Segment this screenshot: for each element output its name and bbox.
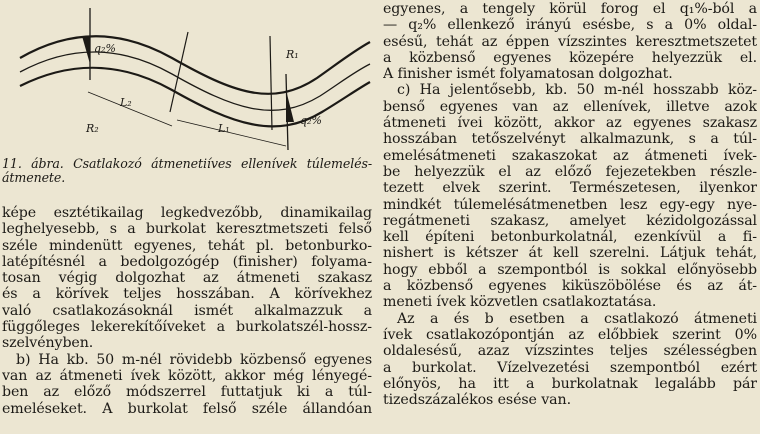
text-line: nishert is kétszer át kell szerelni. Látjuk tehát,	[383, 245, 757, 262]
text-line: van az átmeneti ívek között, akkor még lényegé-	[2, 367, 372, 384]
text-line: a közbenső egyenes kiküszöbölése és az át-	[383, 278, 757, 295]
text-line: A finisher ismét folyamatosan dolgozhat.	[383, 66, 673, 83]
text-line: a burkolat. Vízelvezetési szempontból ezért	[383, 359, 757, 376]
label-r2: R₂	[86, 122, 99, 135]
figure-caption	[2, 157, 372, 185]
text-line: emelésátmeneti szakaszokat az átmeneti ívek-	[383, 147, 757, 164]
text-line: való csatlakozásoknál ismét alkalmazzuk a	[2, 302, 372, 319]
text-line: hogy ebből a szempontból is sokkal előnyösebb	[383, 261, 757, 278]
road-figure	[2, 0, 372, 156]
text-line: átmeneti ívei között, akkor az egyenes szakasz	[383, 115, 757, 132]
left-text	[2, 205, 372, 417]
text-line: és a körívek teljes hosszában. A körívekhez	[2, 286, 372, 303]
text-line: ívek csatlakozópontján az előbbiek szerint 0%	[383, 326, 757, 343]
text-line: tezett elvek szerint. Természetesen, ilyenkor	[383, 180, 757, 197]
text-line: c) Ha jelentősebb, kb. 50 m-nél hosszabb köz-	[397, 82, 757, 99]
section-line-2	[170, 32, 188, 112]
text-line: esésű, tehát az éppen vízszintes keresztmetszetet	[383, 33, 757, 50]
text-line: leghelyesebb, s a burkolat keresztmetszeti felső	[2, 221, 372, 238]
text-line: b) Ha kb. 50 m-nél rövidebb közbenső egyenes	[16, 351, 372, 368]
text-line: előnyös, ha itt a burkolatnak legalább pár	[383, 375, 757, 392]
label-q2-bottom: q₂%	[300, 114, 322, 127]
text-line: tizedszázalékos esése van.	[383, 392, 571, 409]
text-line: benső egyenes van az ellenívek, illetve azok	[383, 98, 757, 115]
text-line: hosszában tetőszelvényt alkalmazunk, s a túl-	[383, 131, 757, 148]
text-line: meneti ívek közvetlen csatlakoztatása.	[383, 294, 657, 311]
text-line: mindkét túlemelésátmenetben lesz egy-egy nye-	[383, 196, 757, 213]
text-line: ben az előző módszerrel futtatjuk ki a túl-	[2, 384, 372, 401]
text-line: latépítésnél a bedolgozógép (finisher) folyama-	[2, 253, 372, 270]
text-line: — q₂% ellenkező irányú esésbe, s a 0% oldal-	[383, 17, 757, 34]
road-edge-outer	[20, 36, 370, 94]
text-line: egyenes, a tengely körül forog el q₁%-ból a	[383, 1, 757, 17]
text-line: oldalesésű, azaz vízszintes teljes szélességben	[383, 343, 757, 360]
text-line: függőleges lekerekítőíveket a burkolatszél-hossz-	[2, 319, 372, 336]
text-line: be helyezzük el az előző fejezetekben részle-	[383, 163, 757, 180]
section-line-3	[270, 36, 272, 130]
text-line: kell építeni betonburkolatnál, ezenkívül a fi-	[383, 229, 757, 246]
label-q2-top: q₂%	[94, 42, 116, 55]
text-line: Az a és b esetben a csatlakozó átmeneti	[397, 310, 757, 327]
section-hatch-1	[82, 36, 90, 64]
text-line: képe esztétikailag legkedvezőbb, dinamikailag	[2, 205, 372, 221]
caption-line: 11. ábra. Csatlakozó átmenetiíves ellenívek túlemelés-	[2, 157, 372, 171]
text-line: a közbenső egyenes közepére helyezzük el.	[383, 49, 757, 66]
right-column	[383, 1, 757, 408]
text-line: tosan végig dolgozhat az átmeneti szakasz	[2, 270, 372, 287]
text-line: emeléseket. A burkolat felső széle állandóan	[2, 400, 372, 417]
text-line: szelvényben.	[2, 335, 94, 352]
label-l2: L₂	[120, 96, 132, 109]
text-line: regátmeneti szakasz, amelyet kézidolgozással	[383, 212, 757, 229]
caption-line: átmenete.	[2, 171, 66, 185]
label-l1: L₁	[218, 122, 230, 135]
label-r1: R₁	[286, 48, 299, 61]
dim-l1	[177, 120, 286, 146]
section-hatch-4	[286, 90, 294, 122]
text-line: széle mindenütt egyenes, tehát pl. betonburko-	[2, 237, 372, 254]
